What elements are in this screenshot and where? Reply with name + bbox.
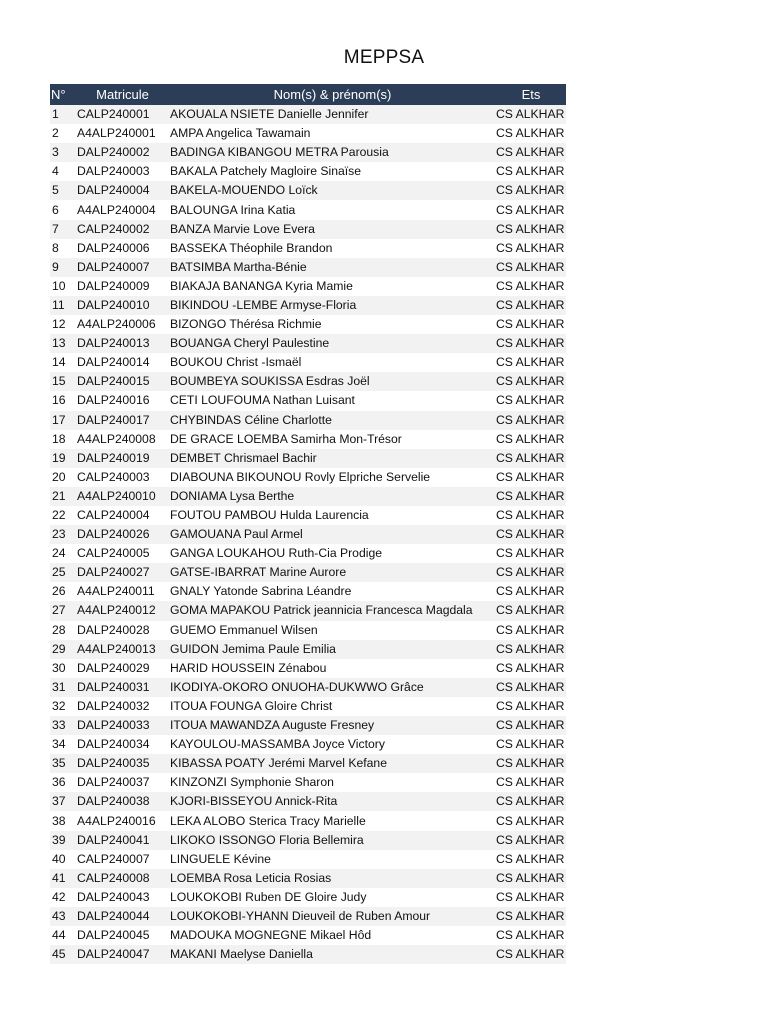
table-row	[50, 277, 566, 296]
row-name: BALOUNGA Irina Katia	[169, 200, 496, 219]
row-matricule: DALP240004	[76, 181, 169, 200]
row-matricule: CALP240007	[76, 850, 169, 869]
row-name: DEMBET Chrismael Bachir	[169, 449, 496, 468]
row-ets: CS ALKHAR	[496, 716, 566, 735]
row-ets: CS ALKHAR	[496, 888, 566, 907]
table-row	[50, 735, 566, 754]
row-name: MAKANI Maelyse Daniella	[169, 945, 496, 964]
row-number: 33	[50, 716, 76, 735]
row-name: BIZONGO Thérésa Richmie	[169, 315, 496, 334]
row-matricule: A4ALP240001	[76, 124, 169, 143]
row-matricule: DALP240029	[76, 659, 169, 678]
row-matricule: A4ALP240016	[76, 811, 169, 830]
row-name: ITOUA MAWANDZA Auguste Fresney	[169, 716, 496, 735]
row-matricule: CALP240008	[76, 869, 169, 888]
table-row	[50, 869, 566, 888]
row-matricule: CALP240003	[76, 468, 169, 487]
table-row	[50, 181, 566, 200]
row-ets: CS ALKHAR	[496, 277, 566, 296]
table-row	[50, 124, 566, 143]
row-ets: CS ALKHAR	[496, 544, 566, 563]
row-ets: CS ALKHAR	[496, 181, 566, 200]
table-row	[50, 296, 566, 315]
row-ets: CS ALKHAR	[496, 945, 566, 964]
row-ets: CS ALKHAR	[496, 372, 566, 391]
row-name: BIAKAJA BANANGA Kyria Mamie	[169, 277, 496, 296]
header-ets: Ets	[496, 84, 566, 105]
row-ets: CS ALKHAR	[496, 105, 566, 124]
row-number: 13	[50, 334, 76, 353]
row-matricule: DALP240009	[76, 277, 169, 296]
row-ets: CS ALKHAR	[496, 391, 566, 410]
table-row	[50, 888, 566, 907]
row-number: 36	[50, 773, 76, 792]
table-body	[50, 105, 566, 964]
row-number: 2	[50, 124, 76, 143]
table-row	[50, 468, 566, 487]
row-number: 29	[50, 640, 76, 659]
table-row	[50, 353, 566, 372]
row-ets: CS ALKHAR	[496, 315, 566, 334]
row-name: LEKA ALOBO Sterica Tracy Marielle	[169, 811, 496, 830]
row-number: 24	[50, 544, 76, 563]
row-name: AKOUALA NSIETE Danielle Jennifer	[169, 105, 496, 124]
row-matricule: DALP240033	[76, 716, 169, 735]
row-name: KJORI-BISSEYOU Annick-Rita	[169, 792, 496, 811]
table-row	[50, 926, 566, 945]
row-ets: CS ALKHAR	[496, 296, 566, 315]
row-name: LIKOKO ISSONGO Floria Bellemira	[169, 831, 496, 850]
row-ets: CS ALKHAR	[496, 582, 566, 601]
table-row	[50, 621, 566, 640]
row-name: CETI LOUFOUMA Nathan Luisant	[169, 391, 496, 410]
row-ets: CS ALKHAR	[496, 563, 566, 582]
row-ets: CS ALKHAR	[496, 601, 566, 620]
table-row	[50, 411, 566, 430]
row-ets: CS ALKHAR	[496, 487, 566, 506]
row-ets: CS ALKHAR	[496, 640, 566, 659]
row-number: 5	[50, 181, 76, 200]
row-name: MADOUKA MOGNEGNE Mikael Hôd	[169, 926, 496, 945]
row-ets: CS ALKHAR	[496, 124, 566, 143]
row-number: 41	[50, 869, 76, 888]
row-name: BAKALA Patchely Magloire Sinaïse	[169, 162, 496, 181]
row-matricule: A4ALP240011	[76, 582, 169, 601]
row-number: 6	[50, 200, 76, 219]
row-number: 11	[50, 296, 76, 315]
row-ets: CS ALKHAR	[496, 468, 566, 487]
table-row	[50, 544, 566, 563]
row-matricule: DALP240010	[76, 296, 169, 315]
table-row	[50, 315, 566, 334]
row-number: 37	[50, 792, 76, 811]
row-matricule: DALP240016	[76, 391, 169, 410]
row-ets: CS ALKHAR	[496, 430, 566, 449]
row-number: 38	[50, 811, 76, 830]
row-matricule: DALP240003	[76, 162, 169, 181]
row-number: 44	[50, 926, 76, 945]
table-row	[50, 716, 566, 735]
row-ets: CS ALKHAR	[496, 353, 566, 372]
table-row	[50, 220, 566, 239]
table-row	[50, 659, 566, 678]
row-number: 28	[50, 621, 76, 640]
row-matricule: DALP240006	[76, 239, 169, 258]
row-name: GOMA MAPAKOU Patrick jeannicia Francesca Magdala	[169, 601, 496, 620]
row-matricule: CALP240002	[76, 220, 169, 239]
row-matricule: DALP240047	[76, 945, 169, 964]
row-name: GANGA LOUKAHOU Ruth-Cia Prodige	[169, 544, 496, 563]
row-ets: CS ALKHAR	[496, 850, 566, 869]
table-row	[50, 258, 566, 277]
row-ets: CS ALKHAR	[496, 162, 566, 181]
row-ets: CS ALKHAR	[496, 449, 566, 468]
row-matricule: DALP240015	[76, 372, 169, 391]
row-number: 42	[50, 888, 76, 907]
row-number: 26	[50, 582, 76, 601]
row-name: LOUKOKOBI Ruben DE Gloire Judy	[169, 888, 496, 907]
row-number: 12	[50, 315, 76, 334]
row-ets: CS ALKHAR	[496, 792, 566, 811]
row-matricule: DALP240043	[76, 888, 169, 907]
header-name: Nom(s) & prénom(s)	[169, 84, 496, 105]
row-number: 8	[50, 239, 76, 258]
row-ets: CS ALKHAR	[496, 697, 566, 716]
table-row	[50, 449, 566, 468]
row-ets: CS ALKHAR	[496, 143, 566, 162]
table-header-row	[50, 84, 566, 105]
row-name: GUIDON Jemima Paule Emilia	[169, 640, 496, 659]
row-number: 25	[50, 563, 76, 582]
row-matricule: CALP240005	[76, 544, 169, 563]
row-number: 32	[50, 697, 76, 716]
row-matricule: DALP240013	[76, 334, 169, 353]
row-matricule: DALP240019	[76, 449, 169, 468]
row-ets: CS ALKHAR	[496, 659, 566, 678]
row-matricule: A4ALP240004	[76, 200, 169, 219]
row-number: 7	[50, 220, 76, 239]
row-number: 23	[50, 525, 76, 544]
row-number: 35	[50, 754, 76, 773]
row-matricule: A4ALP240012	[76, 601, 169, 620]
table-row	[50, 391, 566, 410]
row-number: 17	[50, 411, 76, 430]
row-name: AMPA Angelica Tawamain	[169, 124, 496, 143]
row-number: 21	[50, 487, 76, 506]
row-number: 31	[50, 678, 76, 697]
row-name: BOUMBEYA SOUKISSA Esdras Joël	[169, 372, 496, 391]
table-row	[50, 525, 566, 544]
row-matricule: DALP240014	[76, 353, 169, 372]
row-name: BANZA Marvie Love Evera	[169, 220, 496, 239]
table-row	[50, 773, 566, 792]
row-name: IKODIYA-OKORO ONUOHA-DUKWWO Grâce	[169, 678, 496, 697]
row-name: DONIAMA Lysa Berthe	[169, 487, 496, 506]
row-ets: CS ALKHAR	[496, 811, 566, 830]
row-matricule: DALP240037	[76, 773, 169, 792]
row-number: 4	[50, 162, 76, 181]
row-name: BASSEKA Théophile Brandon	[169, 239, 496, 258]
row-ets: CS ALKHAR	[496, 831, 566, 850]
row-matricule: A4ALP240006	[76, 315, 169, 334]
row-name: KIBASSA POATY Jerémi Marvel Kefane	[169, 754, 496, 773]
row-name: DIABOUNA BIKOUNOU Rovly Elpriche Servelie	[169, 468, 496, 487]
table-row	[50, 105, 566, 124]
row-number: 3	[50, 143, 76, 162]
row-ets: CS ALKHAR	[496, 735, 566, 754]
row-name: ITOUA FOUNGA Gloire Christ	[169, 697, 496, 716]
row-ets: CS ALKHAR	[496, 411, 566, 430]
row-number: 18	[50, 430, 76, 449]
row-matricule: DALP240041	[76, 831, 169, 850]
row-ets: CS ALKHAR	[496, 754, 566, 773]
row-ets: CS ALKHAR	[496, 506, 566, 525]
table-row	[50, 430, 566, 449]
row-name: HARID HOUSSEIN Zénabou	[169, 659, 496, 678]
table-row	[50, 563, 566, 582]
row-number: 15	[50, 372, 76, 391]
row-ets: CS ALKHAR	[496, 907, 566, 926]
row-ets: CS ALKHAR	[496, 773, 566, 792]
table-row	[50, 907, 566, 926]
row-ets: CS ALKHAR	[496, 200, 566, 219]
row-name: BOUKOU Christ -Ismaël	[169, 353, 496, 372]
row-name: GAMOUANA Paul Armel	[169, 525, 496, 544]
row-ets: CS ALKHAR	[496, 869, 566, 888]
row-number: 30	[50, 659, 76, 678]
table-row	[50, 200, 566, 219]
row-ets: CS ALKHAR	[496, 334, 566, 353]
row-name: BIKINDOU -LEMBE Armyse-Floria	[169, 296, 496, 315]
table-row	[50, 506, 566, 525]
row-name: DE GRACE LOEMBA Samirha Mon-Trésor	[169, 430, 496, 449]
row-number: 22	[50, 506, 76, 525]
header-matricule: Matricule	[76, 84, 169, 105]
row-matricule: DALP240044	[76, 907, 169, 926]
row-matricule: DALP240032	[76, 697, 169, 716]
row-ets: CS ALKHAR	[496, 258, 566, 277]
row-matricule: DALP240035	[76, 754, 169, 773]
row-matricule: DALP240031	[76, 678, 169, 697]
row-name: BOUANGA Cheryl Paulestine	[169, 334, 496, 353]
row-matricule: CALP240004	[76, 506, 169, 525]
row-matricule: DALP240017	[76, 411, 169, 430]
row-number: 20	[50, 468, 76, 487]
row-number: 39	[50, 831, 76, 850]
row-name: LOUKOKOBI-YHANN Dieuveil de Ruben Amour	[169, 907, 496, 926]
row-ets: CS ALKHAR	[496, 220, 566, 239]
table-row	[50, 945, 566, 964]
row-number: 27	[50, 601, 76, 620]
student-table	[50, 84, 566, 964]
row-matricule: DALP240027	[76, 563, 169, 582]
row-name: BADINGA KIBANGOU METRA Parousia	[169, 143, 496, 162]
row-ets: CS ALKHAR	[496, 525, 566, 544]
table-row	[50, 754, 566, 773]
row-number: 1	[50, 105, 76, 124]
table-row	[50, 697, 566, 716]
row-ets: CS ALKHAR	[496, 678, 566, 697]
table-row	[50, 334, 566, 353]
row-matricule: DALP240045	[76, 926, 169, 945]
row-name: CHYBINDAS Céline Charlotte	[169, 411, 496, 430]
row-name: GUEMO Emmanuel Wilsen	[169, 621, 496, 640]
header-number: N°	[50, 84, 76, 105]
table-row	[50, 582, 566, 601]
row-number: 40	[50, 850, 76, 869]
row-name: BATSIMBA Martha-Bénie	[169, 258, 496, 277]
table-row	[50, 678, 566, 697]
row-matricule: A4ALP240013	[76, 640, 169, 659]
table-row	[50, 811, 566, 830]
row-number: 16	[50, 391, 76, 410]
table-row	[50, 601, 566, 620]
row-matricule: DALP240002	[76, 143, 169, 162]
table-row	[50, 162, 566, 181]
row-ets: CS ALKHAR	[496, 926, 566, 945]
table-row	[50, 831, 566, 850]
row-name: FOUTOU PAMBOU Hulda Laurencia	[169, 506, 496, 525]
row-name: BAKELA-MOUENDO Loïck	[169, 181, 496, 200]
row-matricule: DALP240026	[76, 525, 169, 544]
table-row	[50, 640, 566, 659]
row-ets: CS ALKHAR	[496, 239, 566, 258]
row-number: 43	[50, 907, 76, 926]
row-name: LOEMBA Rosa Leticia Rosias	[169, 869, 496, 888]
row-ets: CS ALKHAR	[496, 621, 566, 640]
row-number: 45	[50, 945, 76, 964]
row-number: 19	[50, 449, 76, 468]
row-name: LINGUELE Kévine	[169, 850, 496, 869]
row-matricule: A4ALP240010	[76, 487, 169, 506]
row-number: 14	[50, 353, 76, 372]
table-row	[50, 850, 566, 869]
row-matricule: DALP240007	[76, 258, 169, 277]
row-matricule: CALP240001	[76, 105, 169, 124]
table-header	[50, 84, 566, 105]
row-number: 10	[50, 277, 76, 296]
row-name: KAYOULOU-MASSAMBA Joyce Victory	[169, 735, 496, 754]
row-number: 34	[50, 735, 76, 754]
row-matricule: DALP240034	[76, 735, 169, 754]
row-number: 9	[50, 258, 76, 277]
table-row	[50, 372, 566, 391]
table-row	[50, 239, 566, 258]
row-name: GATSE-IBARRAT Marine Aurore	[169, 563, 496, 582]
row-matricule: DALP240028	[76, 621, 169, 640]
table-row	[50, 487, 566, 506]
document-title: MEPPSA	[343, 47, 425, 68]
table-row	[50, 792, 566, 811]
row-matricule: DALP240038	[76, 792, 169, 811]
table-row	[50, 143, 566, 162]
row-name: GNALY Yatonde Sabrina Léandre	[169, 582, 496, 601]
row-matricule: A4ALP240008	[76, 430, 169, 449]
row-name: KINZONZI Symphonie Sharon	[169, 773, 496, 792]
